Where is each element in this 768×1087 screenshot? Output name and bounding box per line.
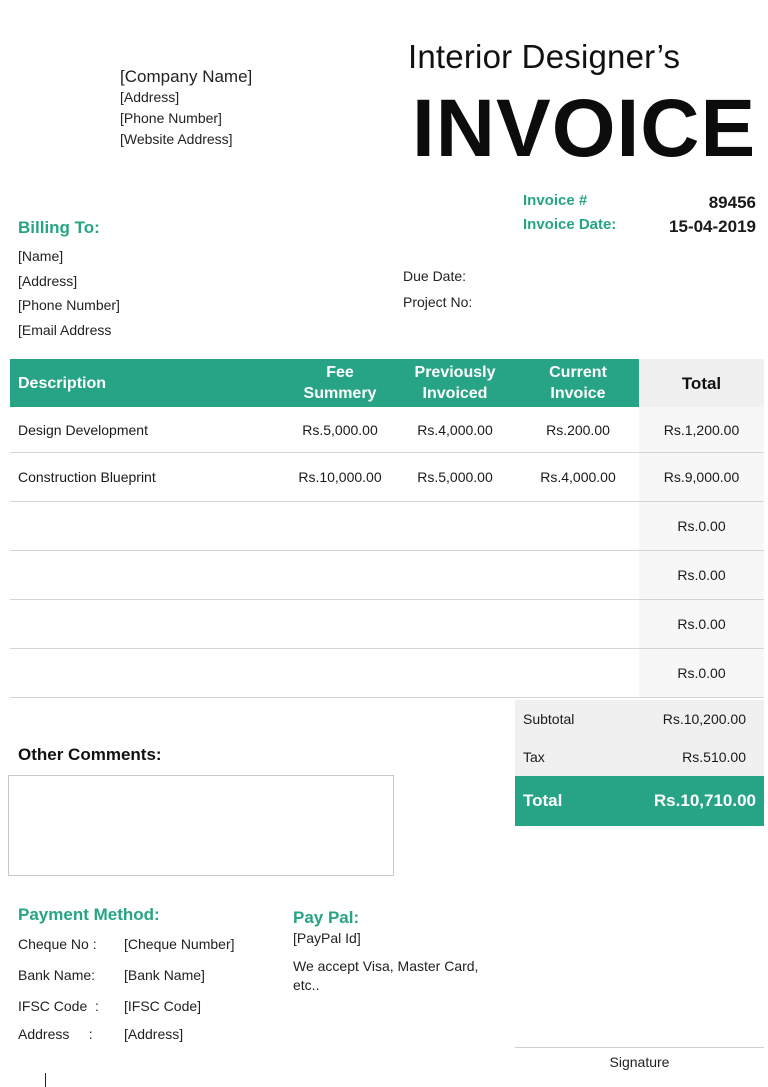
invoice-number: 89456 (708, 193, 756, 212)
ifsc-value: [IFSC Code] (124, 998, 202, 1014)
bank-value: [Bank Name] (124, 967, 205, 983)
tax-value: Rs.510.00 (682, 749, 746, 765)
billing-name: [Name] (18, 248, 64, 264)
company-info (120, 66, 252, 150)
cheque-label: Cheque No : (18, 936, 97, 952)
header-previously-invoiced: Previously Invoiced (414, 364, 496, 402)
bank-label: Bank Name: (18, 967, 96, 983)
text-cursor (45, 1073, 46, 1087)
table-row (10, 453, 764, 502)
row-previous: Rs.5,000.00 (417, 469, 493, 485)
row-description: Design Development (18, 421, 148, 438)
table-row (10, 407, 764, 453)
comments-box[interactable] (8, 775, 394, 876)
comments-heading: Other Comments: (18, 745, 162, 764)
row-current: Rs.4,000.00 (540, 469, 616, 485)
cheque-value: [Cheque Number] (124, 936, 235, 952)
document-subtitle: Interior Designer’s (408, 38, 681, 75)
table-row (10, 502, 764, 551)
paypal-heading: Pay Pal: (293, 908, 360, 927)
paypal-id: [PayPal Id] (293, 930, 361, 946)
table-row (10, 649, 764, 698)
subtotal-value: Rs.10,200.00 (662, 711, 746, 727)
row-fee: Rs.5,000.00 (302, 421, 378, 438)
subtotal-label: Subtotal (523, 711, 575, 727)
row-total: Rs.0.00 (677, 616, 726, 632)
company-name: [Company Name] (120, 67, 253, 86)
project-no-label: Project No: (403, 294, 473, 310)
row-current: Rs.200.00 (546, 421, 610, 438)
row-total: Rs.1,200.00 (663, 421, 740, 438)
signature-line (515, 1047, 764, 1048)
totals-summary (515, 700, 764, 826)
signature-label: Signature (609, 1054, 670, 1070)
row-previous: Rs.4,000.00 (417, 421, 493, 438)
subtotal-row (515, 700, 764, 738)
paypal-note: We accept Visa, Master Card, etc.. (293, 958, 479, 993)
row-fee: Rs.10,000.00 (298, 469, 382, 485)
due-date-label: Due Date: (403, 268, 467, 284)
ifsc-label: IFSC Code : (18, 998, 99, 1014)
billing-heading: Billing To: (18, 218, 100, 237)
header-description: Description (18, 374, 107, 392)
invoice-number-label: Invoice # (523, 192, 588, 209)
tax-row (515, 738, 764, 776)
tax-label: Tax (523, 749, 545, 765)
table-row (10, 600, 764, 649)
address-value: [Address] (124, 1026, 184, 1042)
header-total: Total (681, 373, 722, 393)
line-items-table (10, 359, 764, 698)
grand-total-row (515, 776, 764, 826)
row-total: Rs.0.00 (677, 518, 726, 534)
table-row (10, 551, 764, 600)
row-total: Rs.0.00 (677, 665, 726, 681)
grand-total-label: Total (523, 791, 563, 810)
grand-total-value: Rs.10,710.00 (653, 791, 756, 810)
address-label: Address : (18, 1026, 93, 1042)
billing-details (18, 244, 120, 342)
billing-address: [Address] (18, 272, 78, 289)
billing-phone: [Phone Number] (18, 297, 120, 313)
row-total: Rs.0.00 (677, 567, 726, 583)
document-title: INVOICE (412, 83, 757, 174)
payment-method-heading: Payment Method: (18, 905, 160, 924)
billing-email: [Email Address (18, 321, 112, 338)
row-description: Construction Blueprint (18, 469, 156, 485)
row-total: Rs.9,000.00 (663, 469, 740, 485)
company-address: [Address] (120, 89, 180, 105)
invoice-date-label: Invoice Date: (523, 216, 617, 233)
header-fee-summary: Fee Summery (303, 364, 377, 402)
invoice-date: 15-04-2019 (669, 217, 756, 236)
company-website: [Website Address] (120, 131, 233, 147)
company-phone: [Phone Number] (120, 110, 222, 126)
header-current-invoice: Current Invoice (549, 364, 607, 402)
table-header (10, 359, 764, 407)
